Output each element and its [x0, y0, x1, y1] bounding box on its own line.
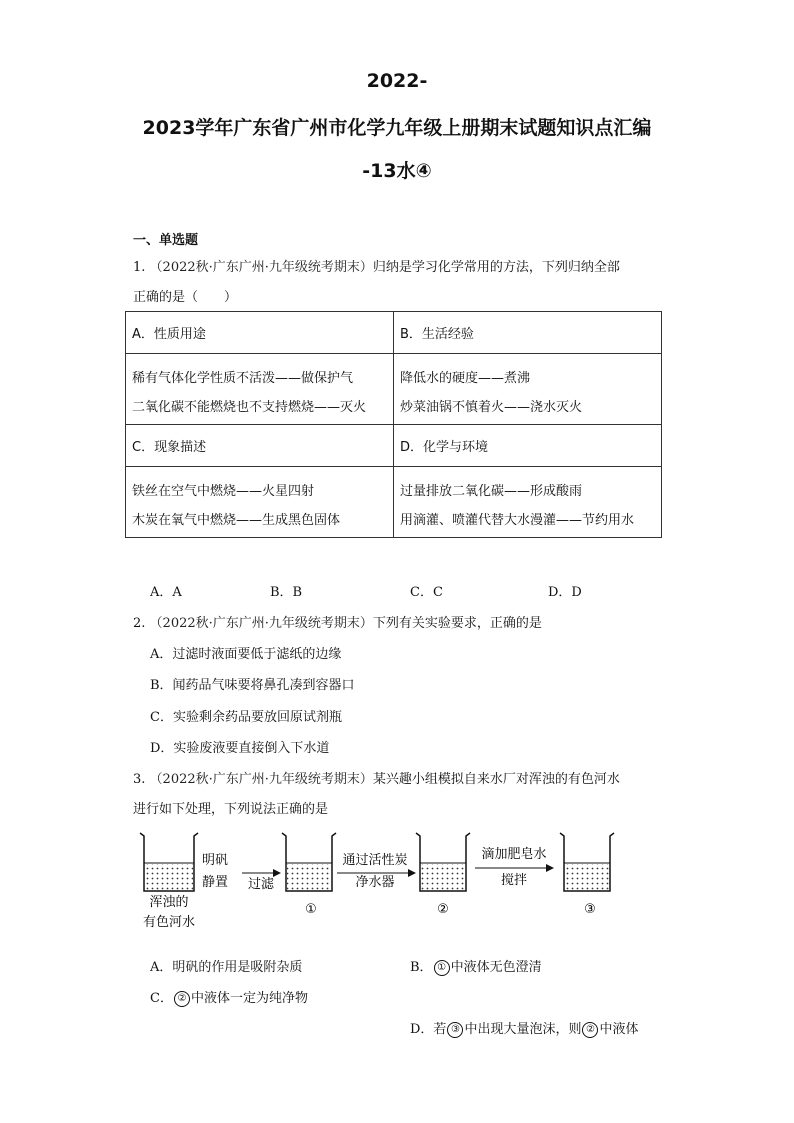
circled-two-icon: ②	[582, 1022, 598, 1038]
q3-text-a: 某兴趣小组模拟自来水厂对浑浊的有色河水	[372, 772, 620, 787]
q2-number: 2.	[133, 616, 146, 631]
q3-option-b-text: 中液体无色澄清	[450, 960, 542, 975]
q2-source: （2022秋·广东广州·九年级统考期末）	[149, 616, 373, 631]
q1-option-c[interactable]: C．C	[410, 585, 443, 600]
q1-b-line1: 降低水的硬度——煮沸	[400, 371, 531, 386]
label-beaker-2: ②	[437, 902, 449, 917]
beaker-raw-water	[140, 833, 198, 891]
q2-option-d[interactable]: D．实验废液要直接倒入下水道	[150, 741, 330, 756]
label-raw-water-2: 有色河水	[142, 915, 196, 930]
circled-two-icon: ②	[174, 991, 190, 1007]
q1-b-line2: 炒菜油锅不慎着火——浇水灭火	[400, 400, 583, 415]
q2-text: 下列有关实验要求，正确的是	[372, 616, 542, 631]
q3-text-b: 进行如下处理，下列说法正确的是	[133, 802, 329, 817]
q1-number: 1.	[133, 260, 146, 275]
q1-table	[125, 311, 662, 538]
q1-cell-b-head: B．生活经验	[394, 312, 662, 354]
q1-d-line2: 用滴灌、喷灌代替大水漫灌——节约用水	[400, 513, 635, 528]
q1-source: （2022秋·广东广州·九年级统考期末）	[149, 260, 373, 275]
q3-number: 3.	[133, 772, 146, 787]
beaker-2	[416, 833, 470, 891]
q2-option-b[interactable]: B．闻药品气味要将鼻孔凑到容器口	[150, 678, 355, 693]
beaker-1	[282, 833, 336, 891]
doc-title-line3: -13水④	[362, 160, 432, 182]
q1-c-line1: 铁丝在空气中燃烧——火星四射	[132, 484, 315, 499]
circled-three-icon: ③	[447, 1022, 463, 1038]
label-step1-settle: 静置	[201, 875, 229, 890]
q1-d-line1: 过量排放二氧化碳——形成酸雨	[400, 484, 583, 499]
q3-option-c-text: 中液体一定为纯净物	[190, 991, 308, 1006]
label-step2-filter: 过滤	[247, 877, 275, 892]
label-raw-water-1: 浑浊的	[149, 895, 189, 910]
q3-option-d-mid: 中出现大量泡沫，则	[464, 1022, 582, 1037]
q3-option-d-text: 中液体	[599, 1022, 639, 1037]
q3-source: （2022秋·广东广州·九年级统考期末）	[149, 772, 373, 787]
label-step3-carbon: 通过活性炭	[342, 853, 408, 868]
q3-option-b[interactable]	[410, 956, 542, 976]
q1-a-line2: 二氧化碳不能燃烧也不支持燃烧——灭火	[132, 400, 367, 415]
q2-option-c[interactable]: C．实验剩余药品要放回原试剂瓶	[150, 710, 342, 725]
q3-option-d[interactable]	[410, 1018, 638, 1038]
q1-option-a[interactable]: A．A	[150, 585, 182, 600]
q3-option-c[interactable]	[150, 987, 308, 1007]
beaker-3	[560, 833, 614, 891]
q1-cell-b-body	[394, 354, 662, 425]
q3-option-d-prefix: D．若	[410, 1022, 447, 1037]
q2-option-a[interactable]: A．过滤时液面要低于滤纸的边缘	[150, 647, 342, 662]
label-step1-alum: 明矾	[201, 853, 229, 868]
q1-option-b[interactable]: B．B	[270, 585, 303, 600]
label-step3-purifier: 净水器	[355, 875, 395, 890]
circled-one-icon: ①	[434, 960, 450, 976]
q3-option-a[interactable]: A．明矾的作用是吸附杂质	[150, 960, 303, 975]
q1-text-a: 归纳是学习化学常用的方法，下列归纳全部	[372, 260, 620, 275]
q1-cell-d-body	[394, 467, 662, 538]
q1-cell-a-head: A．性质用途	[126, 312, 394, 354]
q1-cell-c-body	[126, 467, 394, 538]
q1-cell-d-head: D．化学与环境	[394, 425, 662, 467]
q3-option-c-prefix: C．	[150, 991, 173, 1006]
label-step4-stir: 搅拌	[500, 873, 528, 888]
doc-title-line2: 2023学年广东省广州市化学九年级上册期末试题知识点汇编	[142, 117, 652, 139]
label-beaker-3: ③	[584, 902, 596, 917]
q3-line1	[133, 768, 620, 787]
q1-text-b: 正确的是（ ）	[133, 290, 238, 305]
q1-cell-c-head: C．现象描述	[126, 425, 394, 467]
doc-title-line1: 2022-	[366, 70, 428, 92]
q1-c-line2: 木炭在氧气中燃烧——生成黑色固体	[132, 513, 341, 528]
q2-line1	[133, 612, 542, 631]
label-beaker-1: ①	[305, 902, 317, 917]
q1-a-line1: 稀有气体化学性质不活泼——做保护气	[132, 371, 354, 386]
label-step4-soap: 滴加肥皂水	[481, 847, 547, 862]
q1-line1	[133, 256, 620, 275]
q1-cell-a-body	[126, 354, 394, 425]
section-heading: 一、单选题	[133, 233, 199, 248]
q3-process-diagram	[130, 826, 630, 936]
q3-option-b-prefix: B．	[410, 960, 433, 975]
q1-option-d[interactable]: D．D	[548, 585, 582, 600]
